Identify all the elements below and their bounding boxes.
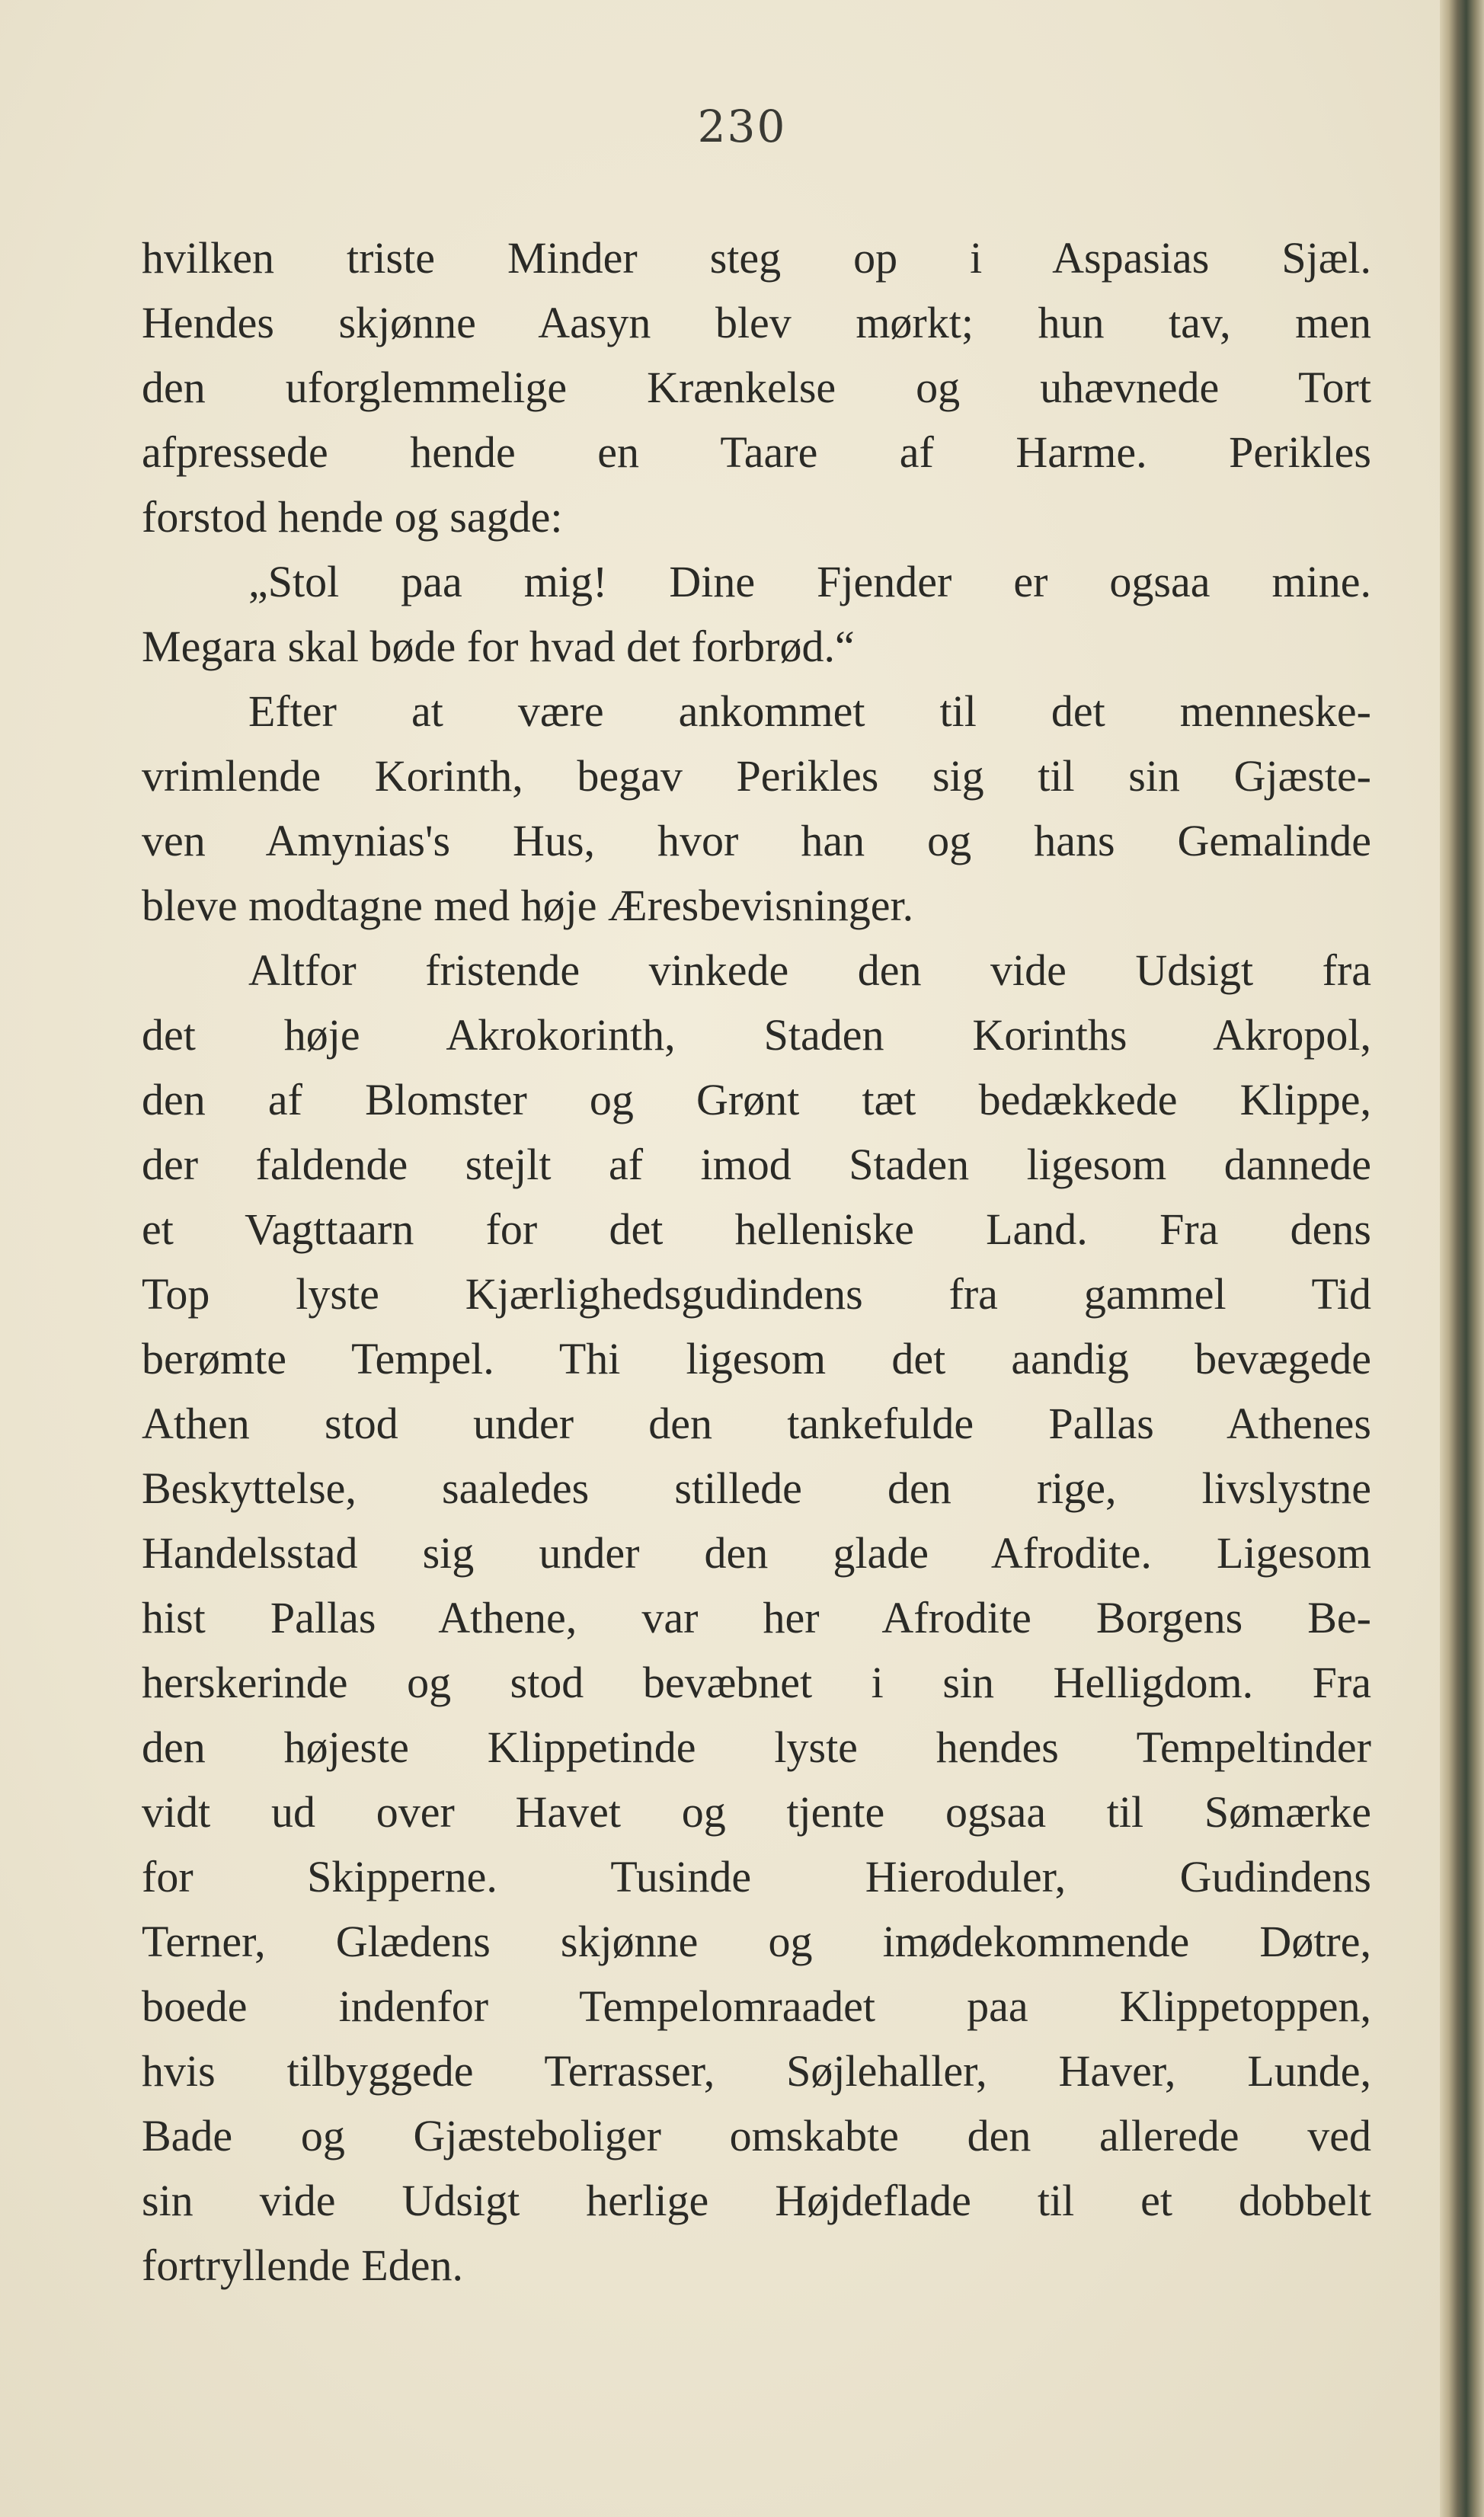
- text-line: for Skipperne. Tusinde Hieroduler, Gudindens: [142, 1852, 1371, 1901]
- text-line: berømte Tempel. Thi ligesom det aandig bevægede: [142, 1334, 1371, 1383]
- text-line: Top lyste Kjærlighedsgudindens fra gammel Tid: [142, 1269, 1371, 1319]
- text-line: Beskyttelse, saaledes stillede den rige, livslystne: [142, 1463, 1371, 1513]
- text-line: Handelsstad sig under den glade Afrodite. Ligesom: [142, 1528, 1371, 1578]
- text-line: vidt ud over Havet og tjente ogsaa til Sømærke: [142, 1787, 1371, 1837]
- text-line: ven Amynias's Hus, hvor han og hans Gemalinde: [142, 816, 1371, 865]
- text-line: Athen stod under den tankefulde Pallas Athenes: [142, 1399, 1371, 1448]
- text-line: hist Pallas Athene, var her Afrodite Borgens Be-: [142, 1593, 1371, 1642]
- text-line: afpressede hende en Taare af Harme. Perikles: [142, 427, 1371, 477]
- text-line: Hendes skjønne Aasyn blev mørkt; hun tav, men: [142, 298, 1371, 347]
- text-line: det høje Akrokorinth, Staden Korinths Akropol,: [142, 1010, 1371, 1060]
- text-line: hvis tilbyggede Terrasser, Søjlehaller, Haver, Lunde,: [142, 2046, 1371, 2096]
- text-line: Efter at være ankommet til det menneske-: [248, 686, 1371, 736]
- text-line: bleve modtagne med høje Æresbevisninger.: [142, 881, 914, 930]
- text-line: den uforglemmelige Krænkelse og uhævnede Tort: [142, 363, 1371, 412]
- text-line: den af Blomster og Grønt tæt bedækkede Klippe,: [142, 1075, 1371, 1124]
- text-line: hvilken triste Minder steg op i Aspasias Sjæl.: [142, 233, 1371, 283]
- text-line: vrimlende Korinth, begav Perikles sig til sin Gjæste-: [142, 751, 1371, 801]
- text-line: herskerinde og stod bevæbnet i sin Helligdom. Fra: [142, 1658, 1371, 1707]
- text-line: Megara skal bøde for hvad det forbrød.“: [142, 622, 855, 671]
- text-line: „Stol paa mig! Dine Fjender er ogsaa mine.: [248, 557, 1371, 606]
- text-line: der faldende stejlt af imod Staden ligesom dannede: [142, 1140, 1371, 1189]
- page-number: 230: [697, 101, 787, 152]
- text-line: sin vide Udsigt herlige Højdeflade til et dobbelt: [142, 2176, 1371, 2225]
- text-line: Altfor fristende vinkede den vide Udsigt fra: [248, 945, 1371, 995]
- text-line: Terner, Glædens skjønne og imødekommende Døtre,: [142, 1917, 1371, 1966]
- body-text: [142, 225, 1371, 2298]
- text-line: den højeste Klippetinde lyste hendes Tempeltinder: [142, 1722, 1371, 1772]
- text-line: forstod hende og sagde:: [142, 492, 563, 542]
- text-line: boede indenfor Tempelomraadet paa Klippetoppen,: [142, 1981, 1371, 2031]
- book-binding-edge: [1440, 0, 1484, 2517]
- text-line: fortryllende Eden.: [142, 2240, 463, 2290]
- text-line: et Vagttaarn for det helleniske Land. Fra dens: [142, 1204, 1371, 1254]
- text-line: Bade og Gjæsteboliger omskabte den allerede ved: [142, 2111, 1371, 2160]
